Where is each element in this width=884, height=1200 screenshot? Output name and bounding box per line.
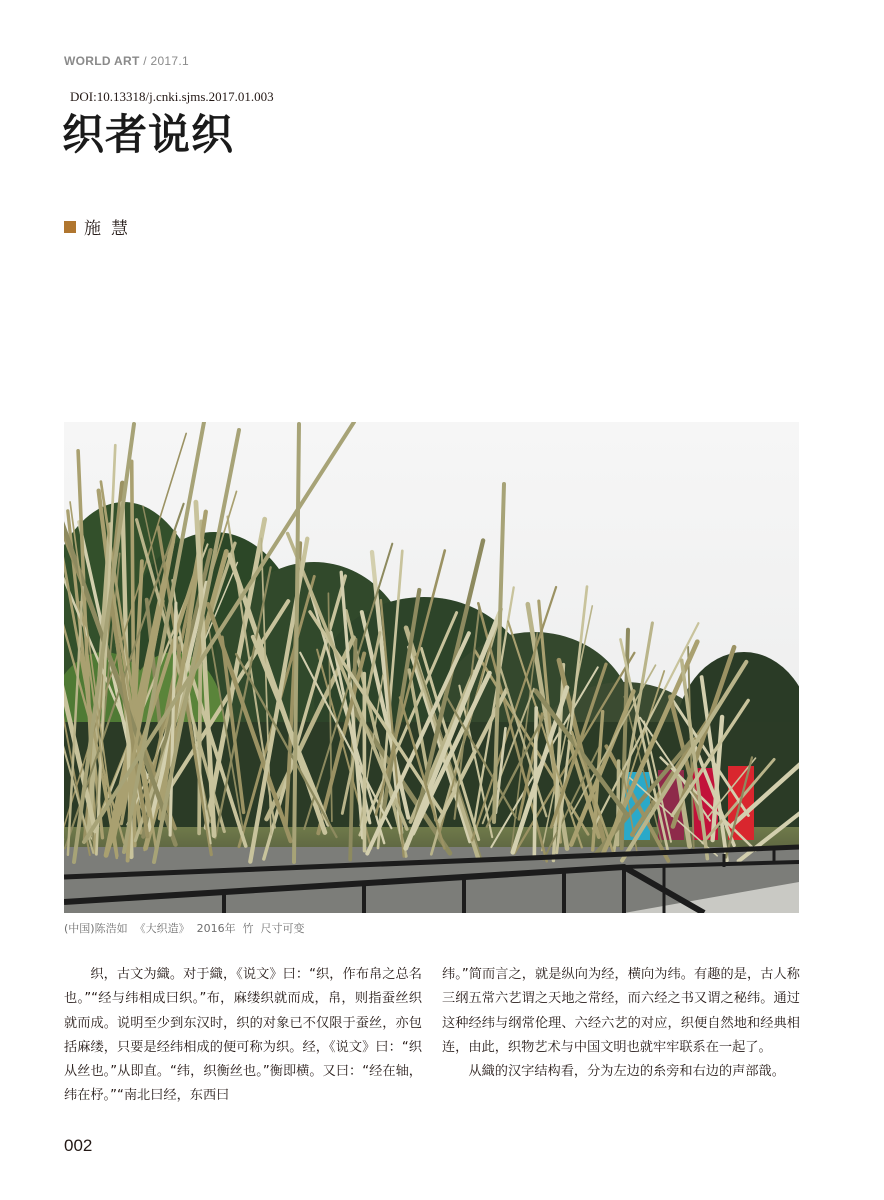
square-bullet-icon xyxy=(64,221,76,233)
body-column-left xyxy=(64,963,422,1109)
body-column-right xyxy=(442,963,800,1084)
journal-name: WORLD ART xyxy=(64,54,140,68)
bamboo-installation-image xyxy=(64,422,799,913)
author-name: 施慧 xyxy=(84,219,138,239)
doi: DOI:10.13318/j.cnki.sjms.2017.01.003 xyxy=(70,89,274,104)
artwork-photo xyxy=(64,422,799,913)
paragraph: 纬。”简而言之，就是纵向为经，横向为纬。有趣的是，古人称三纲五常六艺谓之天地之常经，而六经之书又谓之秘纬。通过这种经纬与纲常伦理、六经六艺的对应，织便自然地和经典相连，由此，织物艺术与中国文明也就牢牢联系在一起了。 xyxy=(442,967,800,1055)
author-line xyxy=(64,214,138,239)
paragraph: 织，古文为織。对于織，《说文》曰：“织，作布帛之总名也。”“经与纬相成曰织。”布，麻缕织就而成，帛，则指蚕丝织就而成。说明至少到东汉时，织的对象已不仅限于蚕丝，亦包括麻缕，只要是经纬相成的便可称为织。经，《说文》曰：“织从丝也。”从即直。“纬，织衡丝也。”衡即横。又曰：“经在轴，纬在杼。”“南北曰经，东西曰 xyxy=(64,967,422,1104)
issue-number: / 2017.1 xyxy=(139,54,189,68)
figure-caption: (中国)陈浩如 《大织造》 2016年 竹 尺寸可变 xyxy=(64,922,305,935)
page-number: 002 xyxy=(64,1136,93,1155)
article-title: 织者说织 xyxy=(62,110,235,159)
running-head xyxy=(64,54,189,68)
paragraph: 从織的汉字结构看，分为左边的糸旁和右边的声部戠。 xyxy=(468,1064,785,1080)
